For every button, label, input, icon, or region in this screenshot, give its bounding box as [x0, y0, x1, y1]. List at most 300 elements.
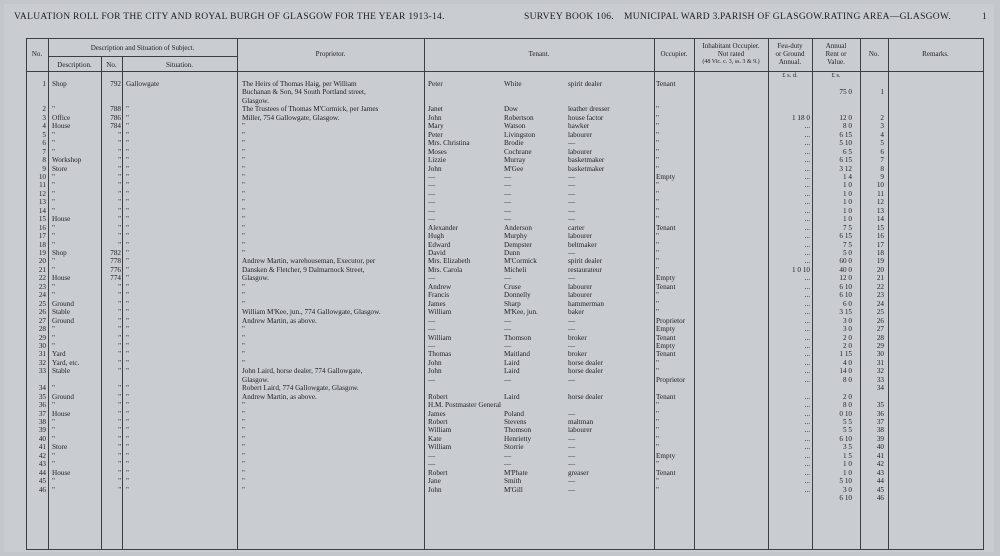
cell-tenant-occupation: horse dealer: [568, 367, 603, 376]
cell-row-number: 17: [876, 240, 884, 249]
cell-tenant-forename: James: [428, 409, 446, 418]
cell-situation: ": [126, 308, 129, 317]
cell-description: ": [52, 240, 55, 249]
cell-annual-rent: 5 5: [843, 418, 852, 426]
cell-proprietor: ": [242, 341, 245, 350]
cell-entry-number: 2: [42, 105, 46, 114]
cell-row-number: 27: [876, 325, 884, 334]
table-row: [26, 401, 984, 409]
cell-situation: ": [126, 223, 129, 232]
table-row: [26, 274, 984, 282]
cell-feu-duty: ...: [804, 477, 810, 486]
cell-situation: ": [126, 358, 129, 367]
cell-occupier: ": [656, 240, 659, 249]
table-row: [26, 325, 984, 333]
cell-street-number: ": [118, 240, 121, 249]
cell-tenant-occupation: house factor: [568, 113, 604, 122]
table-row: [26, 198, 984, 206]
cell-row-number: 10: [876, 181, 884, 190]
cell-street-number: 778: [110, 257, 121, 266]
cell-occupier: Empty: [656, 325, 676, 334]
cell-tenant-surname: Cochrane: [504, 147, 532, 156]
table-row: [26, 300, 984, 308]
cell-tenant-occupation: labourer: [568, 426, 592, 435]
cell-tenant-forename: William: [428, 426, 452, 435]
cell-row-number: 15: [876, 223, 884, 232]
valuation-roll-page: [4, 4, 994, 552]
cell-street-number: ": [118, 426, 121, 435]
cell-description: Office: [52, 113, 71, 122]
cell-entry-number: 25: [38, 299, 46, 308]
cell-annual-rent: 6 10: [839, 291, 852, 300]
cell-street-number: 786: [110, 113, 121, 122]
cell-row-number: 32: [876, 367, 884, 376]
cell-entry-number: 24: [38, 291, 46, 300]
cell-street-number: 782: [110, 249, 121, 257]
cell-tenant-occupation: broker: [568, 350, 587, 359]
cell-row-number: 46: [876, 494, 884, 503]
cell-row-number: 38: [876, 426, 884, 435]
cell-feu-duty: ...: [804, 468, 810, 477]
cell-tenant-occupation: beltmaker: [568, 240, 597, 249]
cell-occupier: ": [656, 147, 659, 156]
cell-entry-number: 12: [38, 189, 46, 198]
cell-entry-number: 36: [38, 401, 46, 410]
cell-situation: ": [126, 172, 129, 181]
rule-bottom: [26, 549, 984, 550]
cell-occupier: ": [656, 249, 659, 257]
cell-entry-number: 31: [38, 350, 46, 359]
cell-tenant-surname: Micheli: [504, 265, 527, 274]
cell-entry-number: 7: [42, 147, 46, 156]
cell-tenant-surname: —: [504, 206, 512, 215]
cell-proprietor: ": [242, 485, 245, 494]
cell-tenant-occupation: —: [568, 451, 576, 460]
cell-proprietor: Glasgow.: [242, 375, 269, 384]
cell-proprietor: ": [242, 443, 245, 452]
cell-description: ": [52, 282, 55, 291]
cell-annual-rent: 5 10: [839, 139, 852, 148]
cell-situation: ": [126, 181, 129, 190]
cell-situation: Gallowgate: [126, 80, 160, 88]
cell-tenant-forename: Mrs. Elizabeth: [428, 257, 471, 266]
cell-street-number: ": [118, 485, 121, 494]
cell-entry-number: 4: [42, 122, 46, 131]
cell-tenant-surname: M'Gill: [504, 485, 523, 494]
cell-feu-duty: ...: [804, 215, 810, 224]
cell-tenant-occupation: broker: [568, 333, 587, 342]
cell-feu-duty: ...: [804, 375, 810, 384]
cell-description: Ground: [52, 316, 74, 325]
cell-occupier: Tenant: [656, 223, 676, 232]
cell-street-number: 792: [110, 80, 121, 88]
cell-annual-rent: 75 0: [839, 88, 852, 97]
cell-feu-duty: ...: [804, 392, 810, 401]
cell-entry-number: 39: [38, 426, 46, 435]
cell-row-number: 33: [876, 375, 884, 384]
cell-proprietor: ": [242, 333, 245, 342]
cell-street-number: ": [118, 418, 121, 426]
cell-entry-number: 13: [38, 198, 46, 207]
cell-feu-duty: ...: [804, 460, 810, 469]
cell-proprietor: Dansken & Fletcher, 9 Dalmarnock Street,: [242, 265, 365, 274]
cell-tenant-occupation: labourer: [568, 147, 592, 156]
table-row: [26, 469, 984, 477]
cell-annual-rent: 5 5: [843, 426, 852, 435]
cell-street-number: ": [118, 316, 121, 325]
cell-description: Ground: [52, 392, 74, 401]
cell-tenant-forename: Robert: [428, 468, 448, 477]
cell-situation: ": [126, 215, 129, 224]
cell-entry-number: 18: [38, 240, 46, 249]
cell-annual-rent: 6 10: [839, 434, 852, 443]
cell-entry-number: 41: [38, 443, 46, 452]
cell-tenant-occupation: leather dresser: [568, 105, 610, 114]
cell-street-number: ": [118, 139, 121, 148]
cell-tenant-surname: Storrie: [504, 443, 524, 452]
cell-description: ": [52, 198, 55, 207]
cell-entry-number: 21: [38, 265, 46, 274]
cell-situation: ": [126, 325, 129, 334]
cell-situation: ": [126, 249, 129, 257]
cell-row-number: 18: [876, 249, 884, 257]
cell-row-number: 20: [876, 265, 884, 274]
cell-row-number: 25: [876, 308, 884, 317]
cell-description: ": [52, 384, 55, 393]
cell-row-number: 16: [876, 232, 884, 241]
cell-tenant-forename: James: [428, 299, 446, 308]
cell-feu-duty: ...: [804, 291, 810, 300]
cell-entry-number: 30: [38, 341, 46, 350]
rent-units: £ s.: [831, 72, 841, 79]
cell-description: ": [52, 147, 55, 156]
cell-tenant-surname: —: [504, 316, 512, 325]
cell-street-number: ": [118, 215, 121, 224]
cell-entry-number: 1: [42, 80, 46, 88]
cell-feu-duty: ...: [804, 232, 810, 241]
cell-annual-rent: 0 10: [839, 409, 852, 418]
cell-entry-number: 26: [38, 308, 46, 317]
cell-occupier: ": [656, 409, 659, 418]
cell-street-number: ": [118, 172, 121, 181]
cell-occupier: Proprietor: [656, 316, 686, 325]
cell-feu-duty: ...: [804, 333, 810, 342]
cell-tenant-surname: Brodie: [504, 139, 524, 148]
col-tenant: Tenant.: [528, 50, 550, 58]
cell-row-number: 28: [876, 333, 884, 342]
cell-entry-number: 9: [42, 164, 46, 173]
cell-street-number: ": [118, 181, 121, 190]
cell-situation: ": [126, 418, 129, 426]
cell-annual-rent: 1 0: [843, 468, 852, 477]
cell-proprietor: ": [242, 426, 245, 435]
col-feuduty-2: or Ground: [775, 50, 805, 58]
cell-feu-duty: ...: [804, 485, 810, 494]
cell-proprietor: ": [242, 460, 245, 469]
col-feuduty-3: Annual.: [778, 58, 802, 66]
cell-description: House: [52, 274, 71, 283]
table-row: [26, 232, 984, 240]
cell-row-number: 30: [876, 350, 884, 359]
cell-tenant-forename: Robert: [428, 392, 448, 401]
cell-tenant-occupation: hammerman: [568, 299, 604, 308]
cell-entry-number: 5: [42, 130, 46, 139]
cell-tenant-surname: Thomson: [504, 333, 532, 342]
cell-situation: ": [126, 341, 129, 350]
cell-occupier: ": [656, 299, 659, 308]
cell-annual-rent: 1 0: [843, 206, 852, 215]
cell-tenant-occupation: basketmaker: [568, 156, 605, 165]
cell-tenant-surname: —: [504, 189, 512, 198]
cell-tenant-occupation: hawker: [568, 122, 590, 131]
cell-row-number: 23: [876, 291, 884, 300]
cell-proprietor: ": [242, 409, 245, 418]
cell-tenant-forename: —: [428, 181, 436, 190]
cell-occupier: ": [656, 367, 659, 376]
cell-entry-number: 17: [38, 232, 46, 241]
cell-tenant-surname: —: [504, 325, 512, 334]
col-inhabitant-3: (48 Vic. c. 3, ss. 3 & 9.): [702, 59, 760, 65]
col-inhabitant-2: Not rated: [717, 50, 745, 58]
cell-description: ": [52, 291, 55, 300]
cell-situation: ": [126, 426, 129, 435]
cell-annual-rent: 6 0: [843, 299, 852, 308]
cell-proprietor: ": [242, 139, 245, 148]
cell-situation: ": [126, 434, 129, 443]
cell-feu-duty: ...: [804, 426, 810, 435]
cell-annual-rent: 4 0: [843, 358, 852, 367]
cell-entry-number: 28: [38, 325, 46, 334]
cell-tenant-forename: Janet: [428, 105, 443, 114]
cell-tenant-occupation: labourer: [568, 130, 592, 139]
cell-row-number: 26: [876, 316, 884, 325]
cell-tenant-surname: —: [504, 274, 512, 283]
cell-row-number: 6: [880, 147, 884, 156]
cell-tenant-occupation: carter: [568, 223, 585, 232]
cell-occupier: Proprietor: [656, 375, 686, 384]
cell-tenant-occupation: —: [568, 409, 576, 418]
cell-street-number: ": [118, 156, 121, 165]
cell-annual-rent: 6 10: [839, 494, 852, 503]
col-inhabitant-1: Inhabitant Occupier.: [702, 42, 760, 50]
cell-feu-duty: ...: [804, 299, 810, 308]
cell-entry-number: 38: [38, 418, 46, 426]
cell-annual-rent: 6 10: [839, 282, 852, 291]
cell-annual-rent: 1 0: [843, 181, 852, 190]
cell-tenant-surname: White: [504, 80, 522, 88]
cell-tenant-forename: Andrew: [428, 282, 452, 291]
col-remarks: Remarks.: [922, 50, 949, 58]
cell-row-number: 13: [876, 206, 884, 215]
cell-annual-rent: 6 5: [843, 147, 852, 156]
cell-street-number: ": [118, 189, 121, 198]
cell-tenant-surname: Watson: [504, 122, 526, 131]
table-row: [26, 283, 984, 291]
cell-street-number: ": [118, 384, 121, 393]
cell-tenant-surname: M'Cormick: [504, 257, 537, 266]
table-row: [26, 384, 984, 392]
cell-entry-number: 37: [38, 409, 46, 418]
cell-street-number: ": [118, 333, 121, 342]
cell-description: ": [52, 426, 55, 435]
cell-entry-number: 32: [38, 358, 46, 367]
cell-description: ": [52, 257, 55, 266]
table-row: [26, 266, 984, 274]
cell-row-number: 8: [880, 164, 884, 173]
cell-occupier: ": [656, 206, 659, 215]
cell-feu-duty: ...: [804, 130, 810, 139]
cell-feu-duty: ...: [804, 282, 810, 291]
cell-tenant-forename: Edward: [428, 240, 451, 249]
cell-street-number: ": [118, 291, 121, 300]
rule-subhead: [48, 56, 237, 57]
table-row: [26, 215, 984, 223]
cell-entry-number: 45: [38, 477, 46, 486]
cell-tenant-surname: Robertson: [504, 113, 534, 122]
cell-feu-duty: ...: [804, 434, 810, 443]
page-number: 1: [982, 12, 988, 22]
cell-entry-number: 46: [38, 485, 46, 494]
cell-description: ": [52, 105, 55, 114]
cell-row-number: 12: [876, 198, 884, 207]
cell-description: ": [52, 341, 55, 350]
cell-tenant-occupation: labourer: [568, 282, 592, 291]
cell-tenant-surname: Smith: [504, 477, 522, 486]
cell-proprietor: ": [242, 282, 245, 291]
cell-entry-number: 33: [38, 367, 46, 376]
cell-tenant-surname: Sharp: [504, 299, 521, 308]
cell-situation: ": [126, 274, 129, 283]
cell-situation: ": [126, 409, 129, 418]
cell-entry-number: 14: [38, 206, 46, 215]
cell-entry-number: 29: [38, 333, 46, 342]
cell-feu-duty: ...: [804, 198, 810, 207]
cell-situation: ": [126, 189, 129, 198]
cell-annual-rent: 1 0: [843, 215, 852, 224]
cell-row-number: 14: [876, 215, 884, 224]
ledger-table: [26, 38, 984, 550]
cell-tenant-forename: Mary: [428, 122, 444, 131]
cell-description: House: [52, 215, 71, 224]
cell-proprietor: The Heirs of Thomas Haig, per William: [242, 80, 357, 88]
cell-proprietor: Glasgow.: [242, 96, 269, 105]
cell-feu-duty: ...: [804, 418, 810, 426]
cell-occupier: Empty: [656, 341, 676, 350]
cell-feu-duty: ...: [804, 181, 810, 190]
cell-tenant-forename: Francis: [428, 291, 450, 300]
cell-description: ": [52, 434, 55, 443]
cell-annual-rent: 3 0: [843, 325, 852, 334]
cell-tenant-surname: Laird: [504, 367, 520, 376]
cell-feu-duty: ...: [804, 325, 810, 334]
table-row: [26, 114, 984, 122]
cell-tenant-surname: —: [504, 451, 512, 460]
cell-tenant-occupation: labourer: [568, 232, 592, 241]
cell-tenant-surname: Dow: [504, 105, 518, 114]
cell-annual-rent: 8 0: [843, 401, 852, 410]
table-row: [26, 460, 984, 468]
cell-street-number: 788: [110, 105, 121, 114]
cell-proprietor: ": [242, 434, 245, 443]
cell-tenant-surname: —: [504, 172, 512, 181]
cell-proprietor: ": [242, 468, 245, 477]
cell-tenant-forename: David: [428, 249, 446, 257]
feu-units: £ s. d.: [782, 72, 798, 79]
cell-proprietor: ": [242, 156, 245, 165]
cell-street-number: ": [118, 147, 121, 156]
table-row: [26, 376, 984, 384]
cell-proprietor: Miller, 754 Gallowgate, Glasgow.: [242, 113, 340, 122]
cell-tenant-forename: John: [428, 485, 442, 494]
cell-row-number: 42: [876, 460, 884, 469]
cell-tenant-forename: —: [428, 375, 436, 384]
cell-tenant-surname: Dunn: [504, 249, 520, 257]
cell-situation: ": [126, 443, 129, 452]
cell-entry-number: 42: [38, 451, 46, 460]
cell-feu-duty: ...: [804, 443, 810, 452]
cell-tenant-occupation: —: [568, 215, 576, 224]
cell-occupier: ": [656, 113, 659, 122]
cell-tenant-occupation: baker: [568, 308, 584, 317]
cell-tenant-surname: —: [504, 375, 512, 384]
cell-situation: ": [126, 350, 129, 359]
cell-occupier: ": [656, 257, 659, 266]
cell-tenant-surname: Donnelly: [504, 291, 531, 300]
cell-description: ": [52, 401, 55, 410]
cell-feu-duty: ...: [804, 358, 810, 367]
cell-tenant-surname: —: [504, 198, 512, 207]
cell-proprietor: William M'Kee, jun., 774 Gallowgate, Glasgow.: [242, 308, 381, 317]
col-description: Description.: [57, 61, 92, 69]
cell-annual-rent: 7 5: [843, 240, 852, 249]
table-row: [26, 486, 984, 494]
col-occupier: Occupier.: [660, 50, 688, 58]
cell-tenant-forename: William: [428, 443, 452, 452]
cell-tenant-surname: Poland: [504, 409, 524, 418]
cell-proprietor: ": [242, 181, 245, 190]
table-row: [26, 359, 984, 367]
cell-entry-number: 15: [38, 215, 46, 224]
cell-tenant-occupation: spirit dealer: [568, 80, 603, 88]
cell-description: ": [52, 130, 55, 139]
cell-row-number: 2: [880, 113, 884, 122]
cell-tenant-occupation: spirit dealer: [568, 257, 603, 266]
cell-feu-duty: ...: [804, 240, 810, 249]
cell-annual-rent: 7 5: [843, 223, 852, 232]
cell-street-number: ": [118, 468, 121, 477]
table-row: [26, 393, 984, 401]
cell-situation: ": [126, 299, 129, 308]
cell-occupier: Tenant: [656, 392, 676, 401]
cell-tenant-occupation: greaser: [568, 468, 589, 477]
cell-tenant-surname: Livingston: [504, 130, 536, 139]
cell-tenant-occupation: —: [568, 443, 576, 452]
cell-street-number: ": [118, 282, 121, 291]
cell-entry-number: 20: [38, 257, 46, 266]
table-row: [26, 131, 984, 139]
cell-street-number: ": [118, 434, 121, 443]
cell-situation: ": [126, 206, 129, 215]
cell-row-number: 35: [876, 401, 884, 410]
col-rent-3: Value.: [827, 58, 845, 66]
cell-tenant-occupation: basketmaker: [568, 164, 605, 173]
cell-feu-duty: ...: [804, 156, 810, 165]
survey-book: SURVEY BOOK 106.: [524, 12, 614, 22]
cell-tenant-forename: John: [428, 358, 442, 367]
cell-situation: ": [126, 130, 129, 139]
cell-row-number: 44: [876, 477, 884, 486]
parish: PARISH OF GLASGOW.: [720, 12, 825, 22]
